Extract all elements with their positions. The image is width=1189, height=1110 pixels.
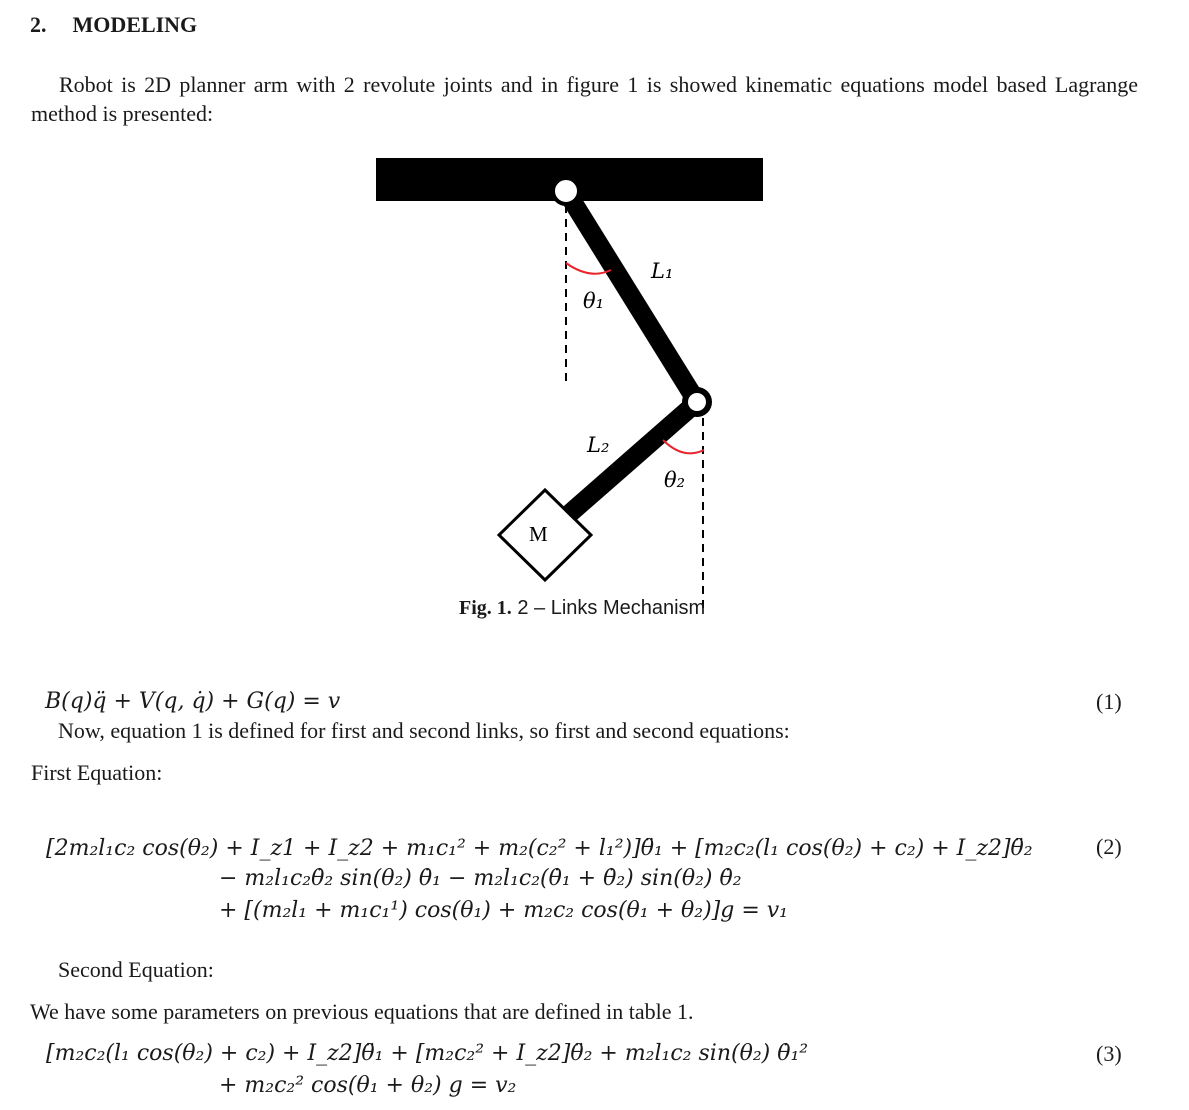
label-mass: M <box>529 522 548 546</box>
equation-3-line-2: + m₂c₂² cos(θ₁ + θ₂) g = v₂ <box>219 1073 517 1098</box>
equation-2-number: (2) <box>1096 834 1122 859</box>
equation-2-line-2: − m₂l₁c₂θ̇₂ sin(θ₂) θ̇₁ − m₂l₁c₂(θ̇₁ + θ̇₂) sin(θ₂) θ̇₂ <box>219 866 742 891</box>
caption-text: 2 – Links Mechanism <box>517 597 706 619</box>
caption-label: Fig. 1. <box>459 597 512 619</box>
after-eq1-text: Now, equation 1 is defined for first and second links, so first and second equations: <box>58 718 790 743</box>
first-equation-heading: First Equation: <box>31 760 163 785</box>
equation-1-number: (1) <box>1096 689 1122 714</box>
intro-paragraph: Robot is 2D planner arm with 2 revolute joints and in figure 1 is showed kinematic equations model based Lagrange method is presented: <box>31 72 1138 126</box>
section-number: 2. <box>30 12 47 37</box>
label-theta2: θ₂ <box>664 468 686 492</box>
joint-2-inner <box>688 393 706 411</box>
second-equation-heading: Second Equation: <box>58 957 214 982</box>
label-theta1: θ₁ <box>583 289 605 313</box>
equation-1: B(q)q̈ + V(q, q̇) + G(q) = v <box>45 689 341 714</box>
joint-1 <box>553 178 579 204</box>
equation-2-line-3: + [(m₂l₁ + m₁c₁¹) cos(θ₁) + m₂c₂ cos(θ₁ + θ₂)]g = v₁ <box>219 898 788 923</box>
theta2-arc <box>663 440 704 453</box>
figure-caption <box>459 597 705 620</box>
equation-3-number: (3) <box>1096 1041 1122 1066</box>
link-2 <box>568 402 697 515</box>
equation-3-line-1: [m₂c₂(l₁ cos(θ₂) + c₂) + I_z2]θ̈₁ + [m₂c₂² + I_z2]θ̈₂ + m₂l₁c₂ sin(θ₂) θ̇₁² <box>46 1041 809 1066</box>
label-L2: L₂ <box>587 433 610 457</box>
parameters-text: We have some parameters on previous equations that are defined in table 1. <box>30 999 694 1024</box>
label-L1: L₁ <box>651 259 674 283</box>
section-title: MODELING <box>72 12 198 37</box>
equation-2-line-1: [2m₂l₁c₂ cos(θ₂) + I_z1 + I_z2 + m₁c₁² + m₂(c₂² + l₁²)]θ̈₁ + [m₂c₂(l₁ cos(θ₂) + c₂) + I_z2]θ̈₂ <box>46 836 1033 861</box>
